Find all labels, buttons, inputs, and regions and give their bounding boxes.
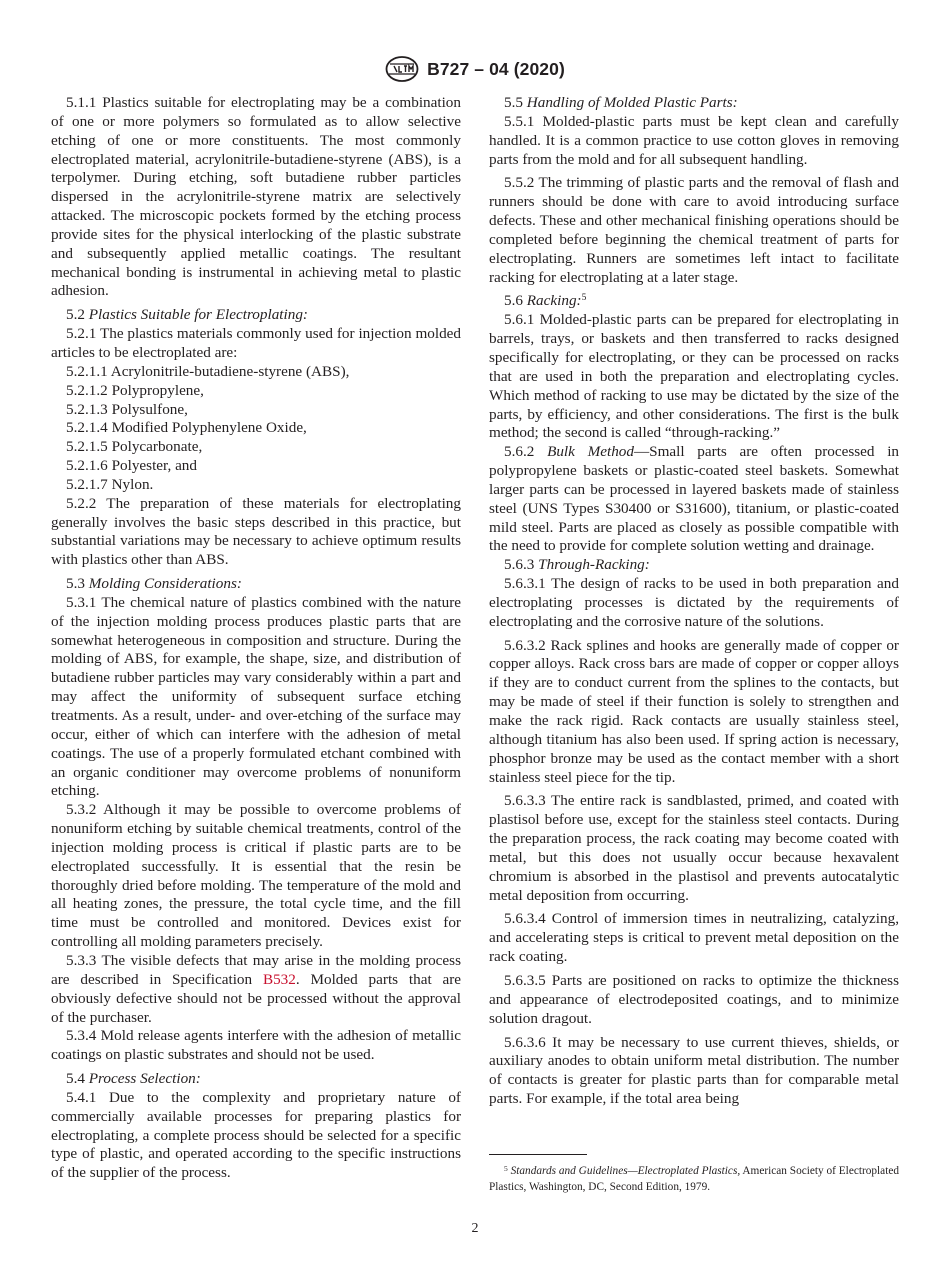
para-5-1-1: 5.1.1 Plastics suitable for electroplating may be a combination of one or more polymers so formulated as to allow selective etching of one or more constituents. The most commonly electroplated material, acrylonitrile-butadiene-styrene (ABS), is a terpolymer. During etching, soft butadiene rubber particles dispersed in the acrylonitrile-styrene matrix are selectively attacked. The microscopic pockets formed by the etching process provide sites for the physical interlocking of the plastic substrate and subsequently applied metallic coatings. The resultant mechanical bonding is instrumental in achieving metal to plastic adhesion. [51,94,461,300]
list-item: 5.2.1.1 Acrylonitrile-butadiene-styrene (ABS), [66,362,350,380]
para-5-6-3-6: 5.6.3.6 It may be necessary to use current thieves, shields, or auxiliary anodes to obtain uniform metal distribution. The number of contacts is greater for plastic parts than for comparable metal parts. For example, if the total area being [489,1033,899,1108]
para-5-6-3-5: 5.6.3.5 Parts are positioned on racks to optimize the thickness and appearance of electrodeposited coatings, and to minimize solution dragout. [489,971,899,1027]
para-5-6-3-3: 5.6.3.3 The entire rack is sandblasted, primed, and coated with plastisol before use, except for the stainless steel contacts. During the preparation process, the rack coating may become coated with metal, but this does not usually occur because hexavalent chromium is absorbed in the plastisol and prevents autocatalytic metal deposition from occurring. [489,792,899,904]
para-5-5-1: 5.5.1 Molded-plastic parts must be kept clean and carefully handled. It is a common practice to use cotton gloves in removing parts from the mold and for all subsequent handling. [489,112,899,168]
para-5-3-2: 5.3.2 Although it may be possible to overcome problems of nonuniform etching by suitable chemical treatments, control of the injection molding process is critical if plastic parts are to be electroplated successfully. It is essential that the resin be thoroughly dried before molding. The temperature of the mold and all heating zones, the pressure, the total cycle time, and the fill time must be controlled and monitored. Devices exist for controlling all molding parameters precisely. [51,801,461,951]
section-5-6-heading: 5.6 Racking:$^5$ [504,292,587,310]
section-5-4-heading: 5.4 Process Selection: [66,1070,201,1088]
list-item: 5.2.1.6 Polyester, and [66,457,197,475]
page-header [0,56,950,82]
left-column [51,94,461,1183]
section-5-3-heading: 5.3 Molding Considerations: [66,575,242,593]
para-5-2-2: 5.2.2 The preparation of these materials for electroplating generally involves the basic steps described in this practice, but substantial variations may be necessary to achieve optimum results with plastics other than ABS. [51,494,461,569]
footnote-divider [489,1154,587,1155]
footnote: $^5$ Standards and Guidelines—Electroplated Plastics, American Society of Electroplated Plastics, Washington, DC, Second Edition, 1979. [489,1164,899,1193]
para-5-6-3-2: 5.6.3.2 Rack splines and hooks are generally made of copper or copper alloys. Rack cross bars are made of copper or copper alloys if they are to conduct current from the splines to the contacts, but may be made of steel if their function is solely to strengthen and make the rack rigid. Rack contacts are usually stainless steel, although titanium has also been used. If spring action is necessary, phosphor bronze may be used as the contact member with a short stainless steel piece for the tip. [489,636,899,786]
page-number: 2 [471,1221,479,1236]
right-column [489,94,899,1109]
astm-logo-icon [385,56,419,82]
footnote-mark: 5 [504,1164,508,1173]
para-5-3-1: 5.3.1 The chemical nature of plastics combined with the nature of the injection molding process produces plastic parts that are somewhat heterogeneous in composition and structure. During the molding of ABS, for example, the shape, size, and distribution of butadiene rubber particles may vary considerably within a part and may affect the uniformity of subsequent surface etching treatments. As a result, under- and over-etching of the surface may occur, either of which can interfere with the adhesion of metal coatings. The use of a properly formulated etchant combined with an organic conditioner may overcome problems of nonuniform etching. [51,593,461,800]
list-item: 5.2.1.3 Polysulfone, [66,400,188,418]
spec-b532-link[interactable]: B532 [262,970,296,988]
para-5-3-4: 5.3.4 Mold release agents interfere with the adhesion of metallic coatings on plastic substrates and should not be used. [51,1027,461,1064]
para-5-6-3-1: 5.6.3.1 The design of racks to be used in both preparation and electroplating processes is dictated by the requirements of electroplating and the corrosive nature of the solutions. [489,575,899,630]
para-5-6-1: 5.6.1 Molded-plastic parts can be prepared for electroplating in barrels, trays, or baskets and then transferred to racks designed specifically for electroplating, or they can be processed on racks that are used in both the preparation and electroplating cycles. Which method of racking to use may be dictated by the size of the parts, by efficiency, and other considerations. The first is the bulk method; the second is called “through-racking.” [489,311,899,442]
list-item: 5.2.1.5 Polycarbonate, [66,438,203,456]
para-5-6-2: 5.6.2 Bulk Method—Small parts are often processed in polypropylene baskets or plastic-coated steel baskets. Somewhat larger parts can be processed in layered baskets made of stainless steel (UNS Types S30400 or S31600), titanium, or plastic-coated mild steel. Parts are placed as closely as possible compatible with the need to provide for complete solution wetting and drainage. [489,443,900,555]
para-5-3-3: 5.3.3 The visible defects that may arise in the molding process are described in Specification B532. Molded parts that are obviously defective should not be processed without the approval of the purchaser. [51,951,462,1026]
document-designation: B727 – 04 (2020) [427,58,565,79]
section-5-2-heading: 5.2 Plastics Suitable for Electroplating: [66,306,308,324]
list-item: 5.2.1.7 Nylon. [66,475,154,493]
para-5-4-1: 5.4.1 Due to the complexity and proprietary nature of commercially available processes for preparing plastics for electroplating, a complete process should be selected for a specific type of plastic, and operated according to the specific instructions of the supplier of the process. [51,1088,461,1182]
para-5-2-1: 5.2.1 The plastics materials commonly used for injection molded articles to be electroplated are: [51,325,461,361]
section-5-5-heading: 5.5 Handling of Molded Plastic Parts: [504,94,738,111]
para-5-5-2: 5.5.2 The trimming of plastic parts and the removal of flash and runners should be done with care to avoid introducing surface defects. These and other mechanical finishing operations should be completed before beginning the chemical treatment of parts for electroplating. Runners are sometimes left intact to facilitate racking for electroplating at a later stage. [489,174,899,286]
list-item: 5.2.1.2 Polypropylene, [66,381,204,399]
para-5-6-3-4: 5.6.3.4 Control of immersion times in neutralizing, catalyzing, and accelerating steps is critical to prevent metal deposition on the rack coating. [489,910,899,966]
footnote-ref[interactable]: 5 [581,293,587,304]
para-5-6-3-heading: 5.6.3 Through-Racking: [504,556,650,574]
list-item: 5.2.1.4 Modified Polyphenylene Oxide, [66,419,307,437]
